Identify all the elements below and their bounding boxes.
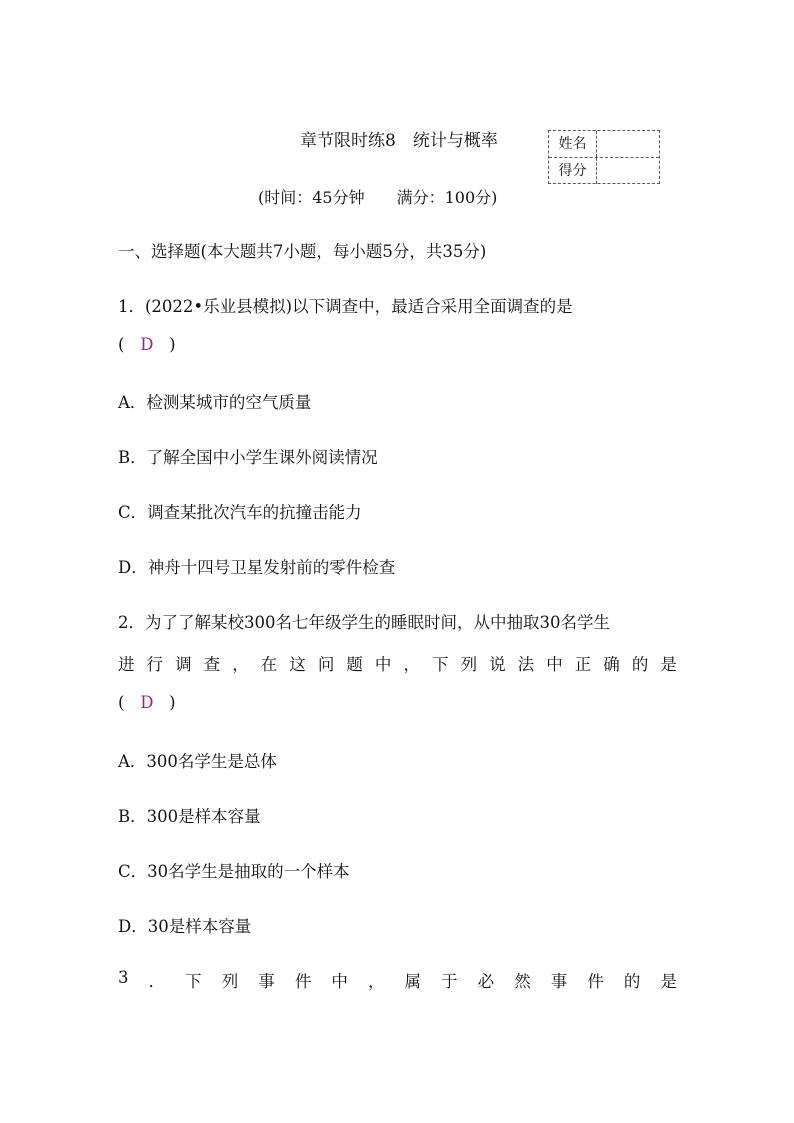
stem-char: 于 [441,972,458,991]
question-2-answer-line [118,693,176,712]
stem-char: 这 [289,655,306,674]
stem-char: 说 [489,655,506,674]
stem-char: 是 [660,972,677,991]
question-1-option-b: B．了解全国中小学生课外阅读情况 [118,448,378,467]
question-2-option-d: D．30是样本容量 [118,917,252,936]
stem-char: ， [403,655,420,674]
score-label: 得分 [549,158,597,184]
paren-close: ) [169,693,176,712]
question-2-stem-line1: 2．为了了解某校300名七年级学生的睡眠时间，从中抽取30名学生 [118,613,610,632]
stem-char: 问 [317,655,335,674]
question-1-option-a: A．检测某城市的空气质量 [118,393,312,412]
stem-char: 中 [546,655,563,674]
stem-char: ． [148,972,166,991]
question-2-stem-line2 [118,651,677,675]
question-1-option-d: D．神舟十四号卫星发射前的零件检查 [118,558,396,577]
stem-char: ， [367,972,385,991]
stem-char: 列 [221,972,239,991]
stem-char: 必 [477,972,495,991]
question-2-option-b: B．300是样本容量 [118,807,261,826]
question-1-answer: D [140,335,154,354]
paren-open: ( [118,335,125,354]
question-1-answer-line [118,335,176,354]
page-subtitle: (时间：45分钟 满分：100分) [258,188,498,207]
stem-char: 件 [294,972,312,991]
stem-char: 的 [623,972,641,991]
stem-char: 正 [574,655,592,674]
paren-open: ( [118,693,125,712]
stem-char: 属 [404,972,421,991]
question-2-option-c: C．30名学生是抽取的一个样本 [118,862,350,881]
stem-char: 然 [514,972,531,991]
stem-char: 件 [587,972,604,991]
stem-char: 中 [331,972,348,991]
question-2-answer: D [140,693,154,712]
question-1-stem: 1．(2022•乐业县模拟)以下调查中，最适合采用全面调查的是 [118,297,573,316]
stem-char: 列 [460,655,478,674]
stem-char: 查 [203,655,221,674]
name-row [549,131,659,158]
question-3-stem [118,968,677,992]
stem-char: 事 [258,972,275,991]
stem-char: 调 [175,655,192,674]
name-score-box [548,130,660,184]
score-row [549,158,659,184]
page-title: 章节限时练8 统计与概率 [300,131,498,151]
paren-close: ) [169,335,176,354]
stem-char: 在 [260,655,278,674]
score-field[interactable] [597,158,659,184]
stem-char: 行 [146,655,164,674]
name-label: 姓名 [549,131,597,157]
stem-char: 题 [346,655,363,674]
stem-char: 的 [631,655,649,674]
stem-char: 中 [374,655,392,674]
stem-char: 是 [660,655,677,674]
question-2-option-a: A．300名学生是总体 [118,752,277,771]
name-field[interactable] [597,131,659,157]
stem-char: 法 [517,655,535,674]
stem-char: 确 [603,655,620,674]
stem-char: 下 [185,972,202,991]
stem-char: ， [232,655,249,674]
stem-char: 下 [432,655,449,674]
section-heading: 一、选择题(本大题共7小题，每小题5分，共35分) [118,242,487,261]
stem-char: 事 [550,972,568,991]
stem-char: 3 [118,968,129,987]
question-1-option-c: C．调查某批次汽车的抗撞击能力 [118,503,362,522]
stem-char: 进 [118,655,135,674]
